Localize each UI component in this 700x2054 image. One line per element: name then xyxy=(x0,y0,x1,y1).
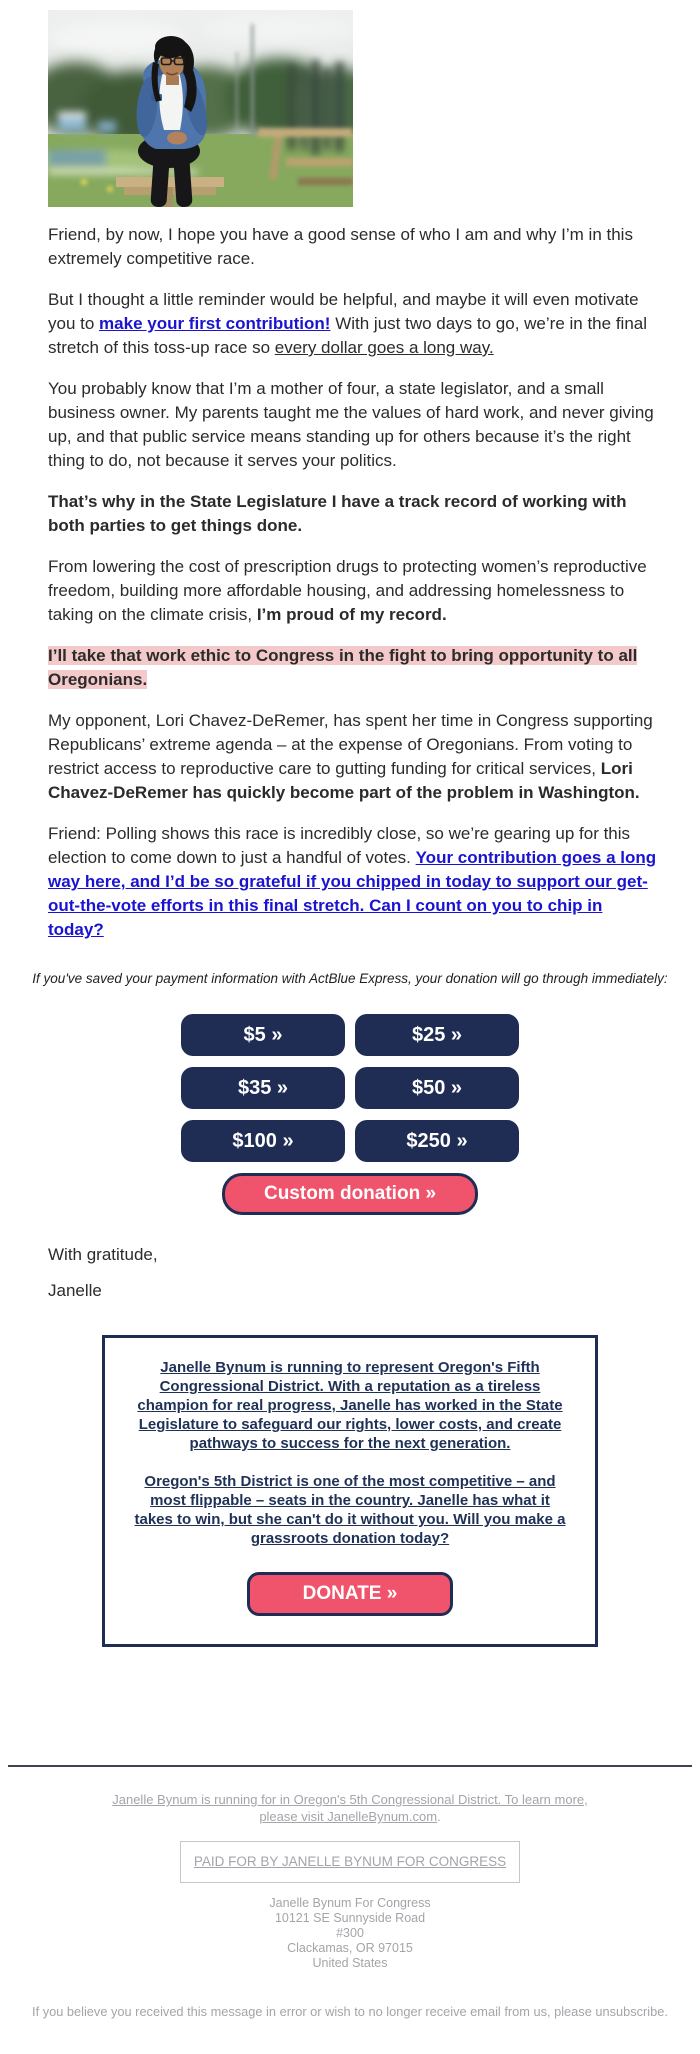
cta-paragraph-1: Janelle Bynum is running to represent Oregon's Fifth Congressional District. With a reputation as a tireless champion for real progress, Janelle has worked in the State Legislature to safeguard our rights, lower costs, and create pathways to success for the next generation. xyxy=(137,1359,563,1452)
address-line-5: United States xyxy=(312,1956,388,1970)
signoff-name: Janelle xyxy=(48,1281,102,1300)
paragraph-reminder-text: But I thought a little reminder would be helpful, and maybe it will even motivate you to xyxy=(48,290,639,333)
footer-about-period: . xyxy=(437,1809,441,1824)
paragraph-opponent xyxy=(48,709,660,805)
paragraph-intro: Friend, by now, I hope you have a good sense of who I am and why I’m in this extremely competitive race. xyxy=(48,225,633,268)
donation-amount-grid xyxy=(180,1014,520,1162)
address-line-2: 10121 SE Sunnyside Road xyxy=(274,1911,426,1925)
paragraph-highlighted xyxy=(48,644,660,692)
signoff-section xyxy=(0,1243,700,1303)
paragraph-record-text: From lowering the cost of prescription drugs to protecting women’s reproductive freedom, building more affordable housing, and addressing homelessness to taking on the climate crisis, xyxy=(48,557,647,624)
candidate-photo xyxy=(48,10,353,207)
donate-5-button[interactable]: $5 » xyxy=(181,1014,345,1056)
email-footer xyxy=(0,1791,700,2054)
paragraph-polling-text: Friend: Polling shows this race is incredibly close, so we’re gearing up for this election to come down to just a handful of votes. xyxy=(48,824,631,867)
paid-for-text[interactable]: PAID FOR BY JANELLE BYNUM FOR CONGRESS xyxy=(193,1854,507,1869)
email-content xyxy=(0,10,700,942)
donate-250-button[interactable]: $250 » xyxy=(355,1120,519,1162)
proud-of-record-bold: I’m proud of my record. xyxy=(256,605,447,624)
footer-divider xyxy=(8,1765,692,1767)
donate-100-button[interactable]: $100 » xyxy=(181,1120,345,1162)
paragraph-opponent-text: My opponent, Lori Chavez-DeRemer, has spent her time in Congress supporting Republicans’ extreme agenda – at the expense of Oregonians. From voting to restrict access to reproductive care to gutting funding for critical services, xyxy=(48,711,653,778)
paragraph-reminder-text-2: With just two days to go, we’re in the final stretch of this toss-up race so xyxy=(48,314,648,357)
address-line-4: Clackamas, OR 97015 xyxy=(287,1941,413,1955)
first-contribution-link[interactable]: make your first contribution! xyxy=(99,314,331,333)
highlighted-text: I’ll take that work ethic to Congress in the fight to bring opportunity to all Oregonians. xyxy=(48,646,638,689)
paragraph-background: You probably know that I’m a mother of four, a state legislator, and a small business owner. My parents taught me the values of hard work, and never giving up, and that public service means standing up for others because it’s the right thing to do, not because it serves your politics. xyxy=(48,379,654,470)
campaign-email xyxy=(0,10,700,2054)
cta-paragraph-2: Oregon's 5th District is one of the most competitive – and most flippable – seats in the country. Janelle has what it takes to win, but she can't do it without you. Will you make a grassroots donation today? xyxy=(134,1473,566,1547)
footer-about xyxy=(98,1791,603,1825)
chip-in-link[interactable]: Your contribution goes a long way here, and I’d be so grateful if you chipped in today to support our get-out-the-vote efforts in this final stretch. Can I count on you to chip in today? xyxy=(48,848,657,939)
unsubscribe-period: . xyxy=(664,2004,668,2019)
donate-button[interactable]: DONATE » xyxy=(247,1572,453,1616)
donate-35-button[interactable]: $35 » xyxy=(181,1067,345,1109)
paragraph-track-record: That’s why in the State Legislature I have a track record of working with both parties to get things done. xyxy=(48,492,627,535)
candidate-photo-image xyxy=(48,10,353,207)
donate-25-button[interactable]: $25 » xyxy=(355,1014,519,1056)
signoff-gratitude: With gratitude, xyxy=(48,1245,158,1264)
every-dollar-underline: every dollar goes a long way. xyxy=(274,338,494,357)
paid-for-box xyxy=(180,1841,520,1883)
campaign-address xyxy=(0,1896,700,1971)
opponent-bold: Lori Chavez-DeRemer has quickly become part of the problem in Washington. xyxy=(48,759,640,802)
donate-50-button[interactable]: $50 » xyxy=(355,1067,519,1109)
unsubscribe-text: If you believe you received this message in error or wish to no longer receive email from us, please xyxy=(32,2004,596,2019)
paragraph-record xyxy=(48,555,660,627)
actblue-express-note: If you've saved your payment information with ActBlue Express, your donation will go through immediately: xyxy=(32,971,668,986)
address-line-1: Janelle Bynum For Congress xyxy=(269,1896,431,1910)
campaign-cta-box xyxy=(102,1335,598,1647)
address-line-3: #300 xyxy=(336,1926,364,1940)
custom-donation-button[interactable]: Custom donation » xyxy=(222,1173,478,1215)
paragraph-reminder xyxy=(48,288,660,360)
unsubscribe-line xyxy=(28,2004,672,2054)
footer-about-link[interactable]: Janelle Bynum is running for in Oregon's 5th Congressional District. To learn more, please visit JanelleBynum.com xyxy=(112,1792,588,1824)
paragraph-polling xyxy=(48,822,660,942)
unsubscribe-link[interactable]: unsubscribe xyxy=(595,2004,665,2019)
